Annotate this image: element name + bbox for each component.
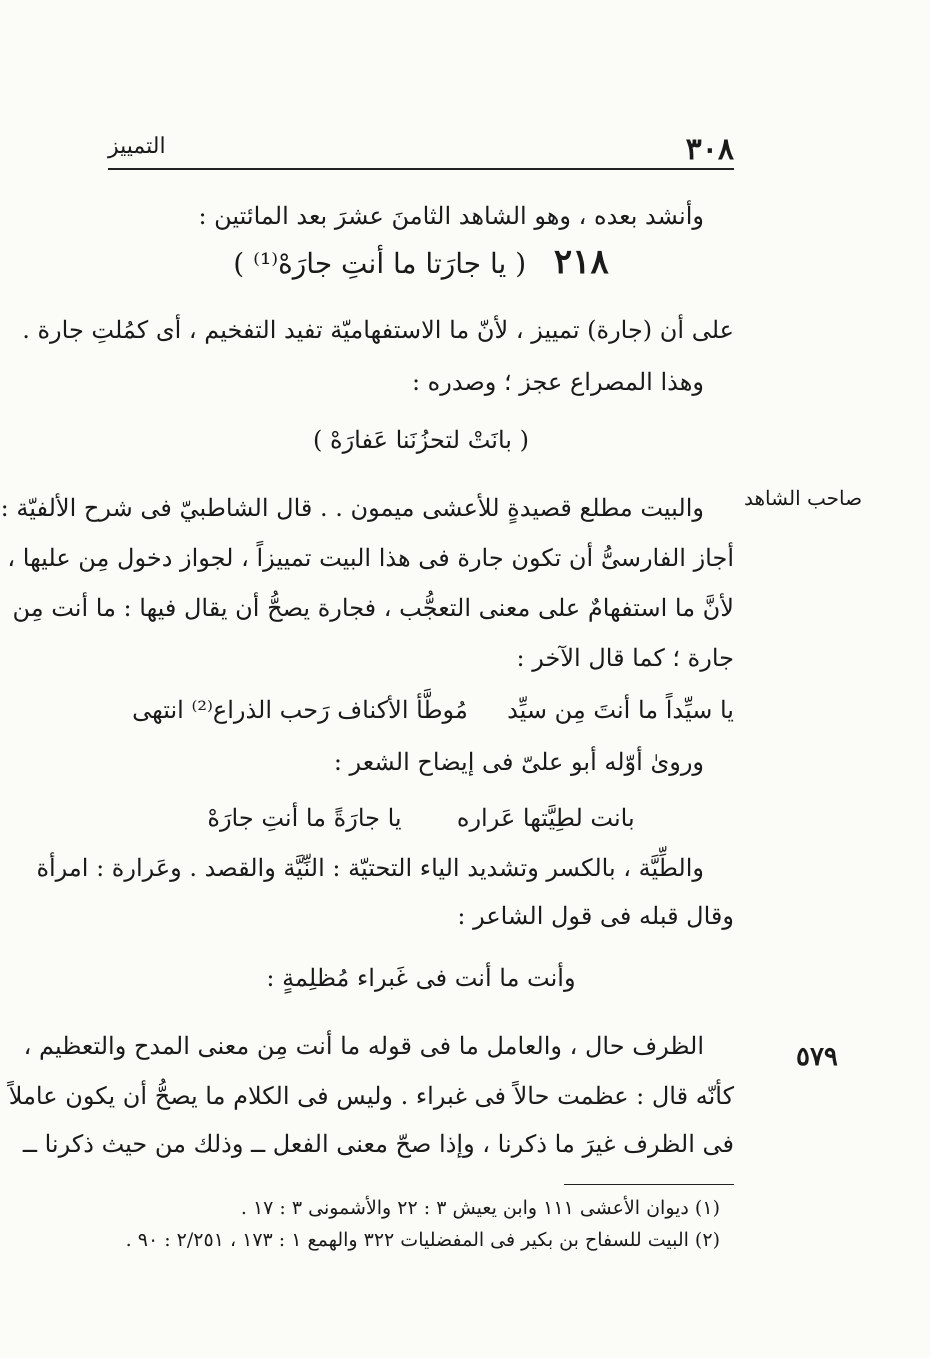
verse1-hemistich-2: مُوطَّأ الأكناف رَحب الذراع⁽²⁾ bbox=[191, 696, 468, 724]
paragraph2-line3: لأنَّ ما استفهامٌ على معنى التعجُّب ، فجارة يصحُّ أن يقال فيها : ما أنت مِن bbox=[12, 594, 734, 622]
paragraph2-line2: أجاز الفارسىُّ أن تكون جارة فى هذا البيت تمييزاً ، لجواز دخول مِن عليها ، bbox=[7, 544, 734, 572]
shahid-number: ٢١٨ bbox=[553, 242, 609, 282]
paragraph3-line1: الظرف حال ، والعامل ما فى قوله ما أنت مِن معنى المدح والتعظيم ، bbox=[23, 1032, 704, 1060]
shahid-intro: وأنشد بعده ، وهو الشاهد الثامنَ عشرَ بعد المائتين : bbox=[198, 202, 704, 230]
verse2-hemistich-1: بانت لطِيَّتها عَراره bbox=[456, 804, 635, 832]
paragraph2-line4: جارة ؛ كما قال الآخر : bbox=[516, 644, 734, 672]
shahid-verse-block bbox=[108, 242, 734, 282]
verse-line-3: وأنت ما أنت فى غَبراء مُظلِمةٍ : bbox=[266, 964, 576, 992]
footnote-rule bbox=[564, 1184, 734, 1185]
paragraph1-line1: على أن (جارة) تمييز ، لأنّ ما الاستفهاميّة تفيد التفخيم ، أى كمُلتِ جارة . bbox=[22, 316, 734, 344]
paragraph1-line2: وهذا المصراع عجز ؛ وصدره : bbox=[411, 368, 704, 396]
shahid-verse: ( يا جارَتا ما أنتِ جارَهْ⁽¹⁾ ) bbox=[233, 247, 527, 280]
paragraph2-line-after: وروىٰ أوّله أبو علىّ فى إيضاح الشعر : bbox=[333, 748, 704, 776]
paragraph2-explain: والطِّيَّة ، بالكسر وتشديد الياء التحتيّة : النِّيَّة والقصد . وعَرارة : امرأة bbox=[36, 854, 704, 882]
page-number: ٣٠٨ bbox=[685, 132, 734, 167]
footnote-1: (١) ديوان الأعشى ١١١ وابن يعيش ٣ : ٢٢ والأشمونى ٣ : ١٧ . bbox=[240, 1197, 720, 1219]
paragraph2-line1: والبيت مطلع قصيدةٍ للأعشى ميمون . . قال الشاطبيّ فى شرح الألفيّة : bbox=[0, 494, 704, 522]
paragraph3-line2: كأنّه قال : عظمت حالاً فى غبراء . وليس فى الكلام ما يصحُّ أن يكون عاملاً bbox=[8, 1082, 734, 1110]
footnote-2: (٢) البيت للسفاح بن بكير فى المفضليات ٣٢٢ والهمع ١ : ١٧٣ ، ٢/٢٥١ : ٩٠ . bbox=[125, 1229, 720, 1251]
margin-label: صاحب الشاهد bbox=[744, 486, 863, 510]
page-header bbox=[108, 128, 734, 170]
verse1-end-word: انتهى bbox=[132, 696, 184, 724]
verse2-hemistich-2: يا جارَةً ما أنتِ جارَهْ bbox=[207, 804, 402, 832]
verse-line-2 bbox=[108, 798, 734, 838]
verse-line-1 bbox=[108, 690, 734, 730]
margin-number: ٥٧٩ bbox=[796, 1042, 838, 1072]
paragraph2-qabla: وقال قبله فى قول الشاعر : bbox=[457, 902, 734, 930]
verse1-hemistich-1: يا سيِّداً ما أنتَ مِن سيِّد bbox=[507, 696, 734, 724]
running-head: التمييز bbox=[108, 134, 166, 159]
paragraph3-line3: فى الظرف غيرَ ما ذكرنا ، وإذا صحّ معنى الفعل ــ وذلك من حيث ذكرنا ــ bbox=[22, 1130, 734, 1158]
sadr-verse: ( بانَتْ لتحزُنَنا عَفارَهْ ) bbox=[313, 426, 529, 454]
